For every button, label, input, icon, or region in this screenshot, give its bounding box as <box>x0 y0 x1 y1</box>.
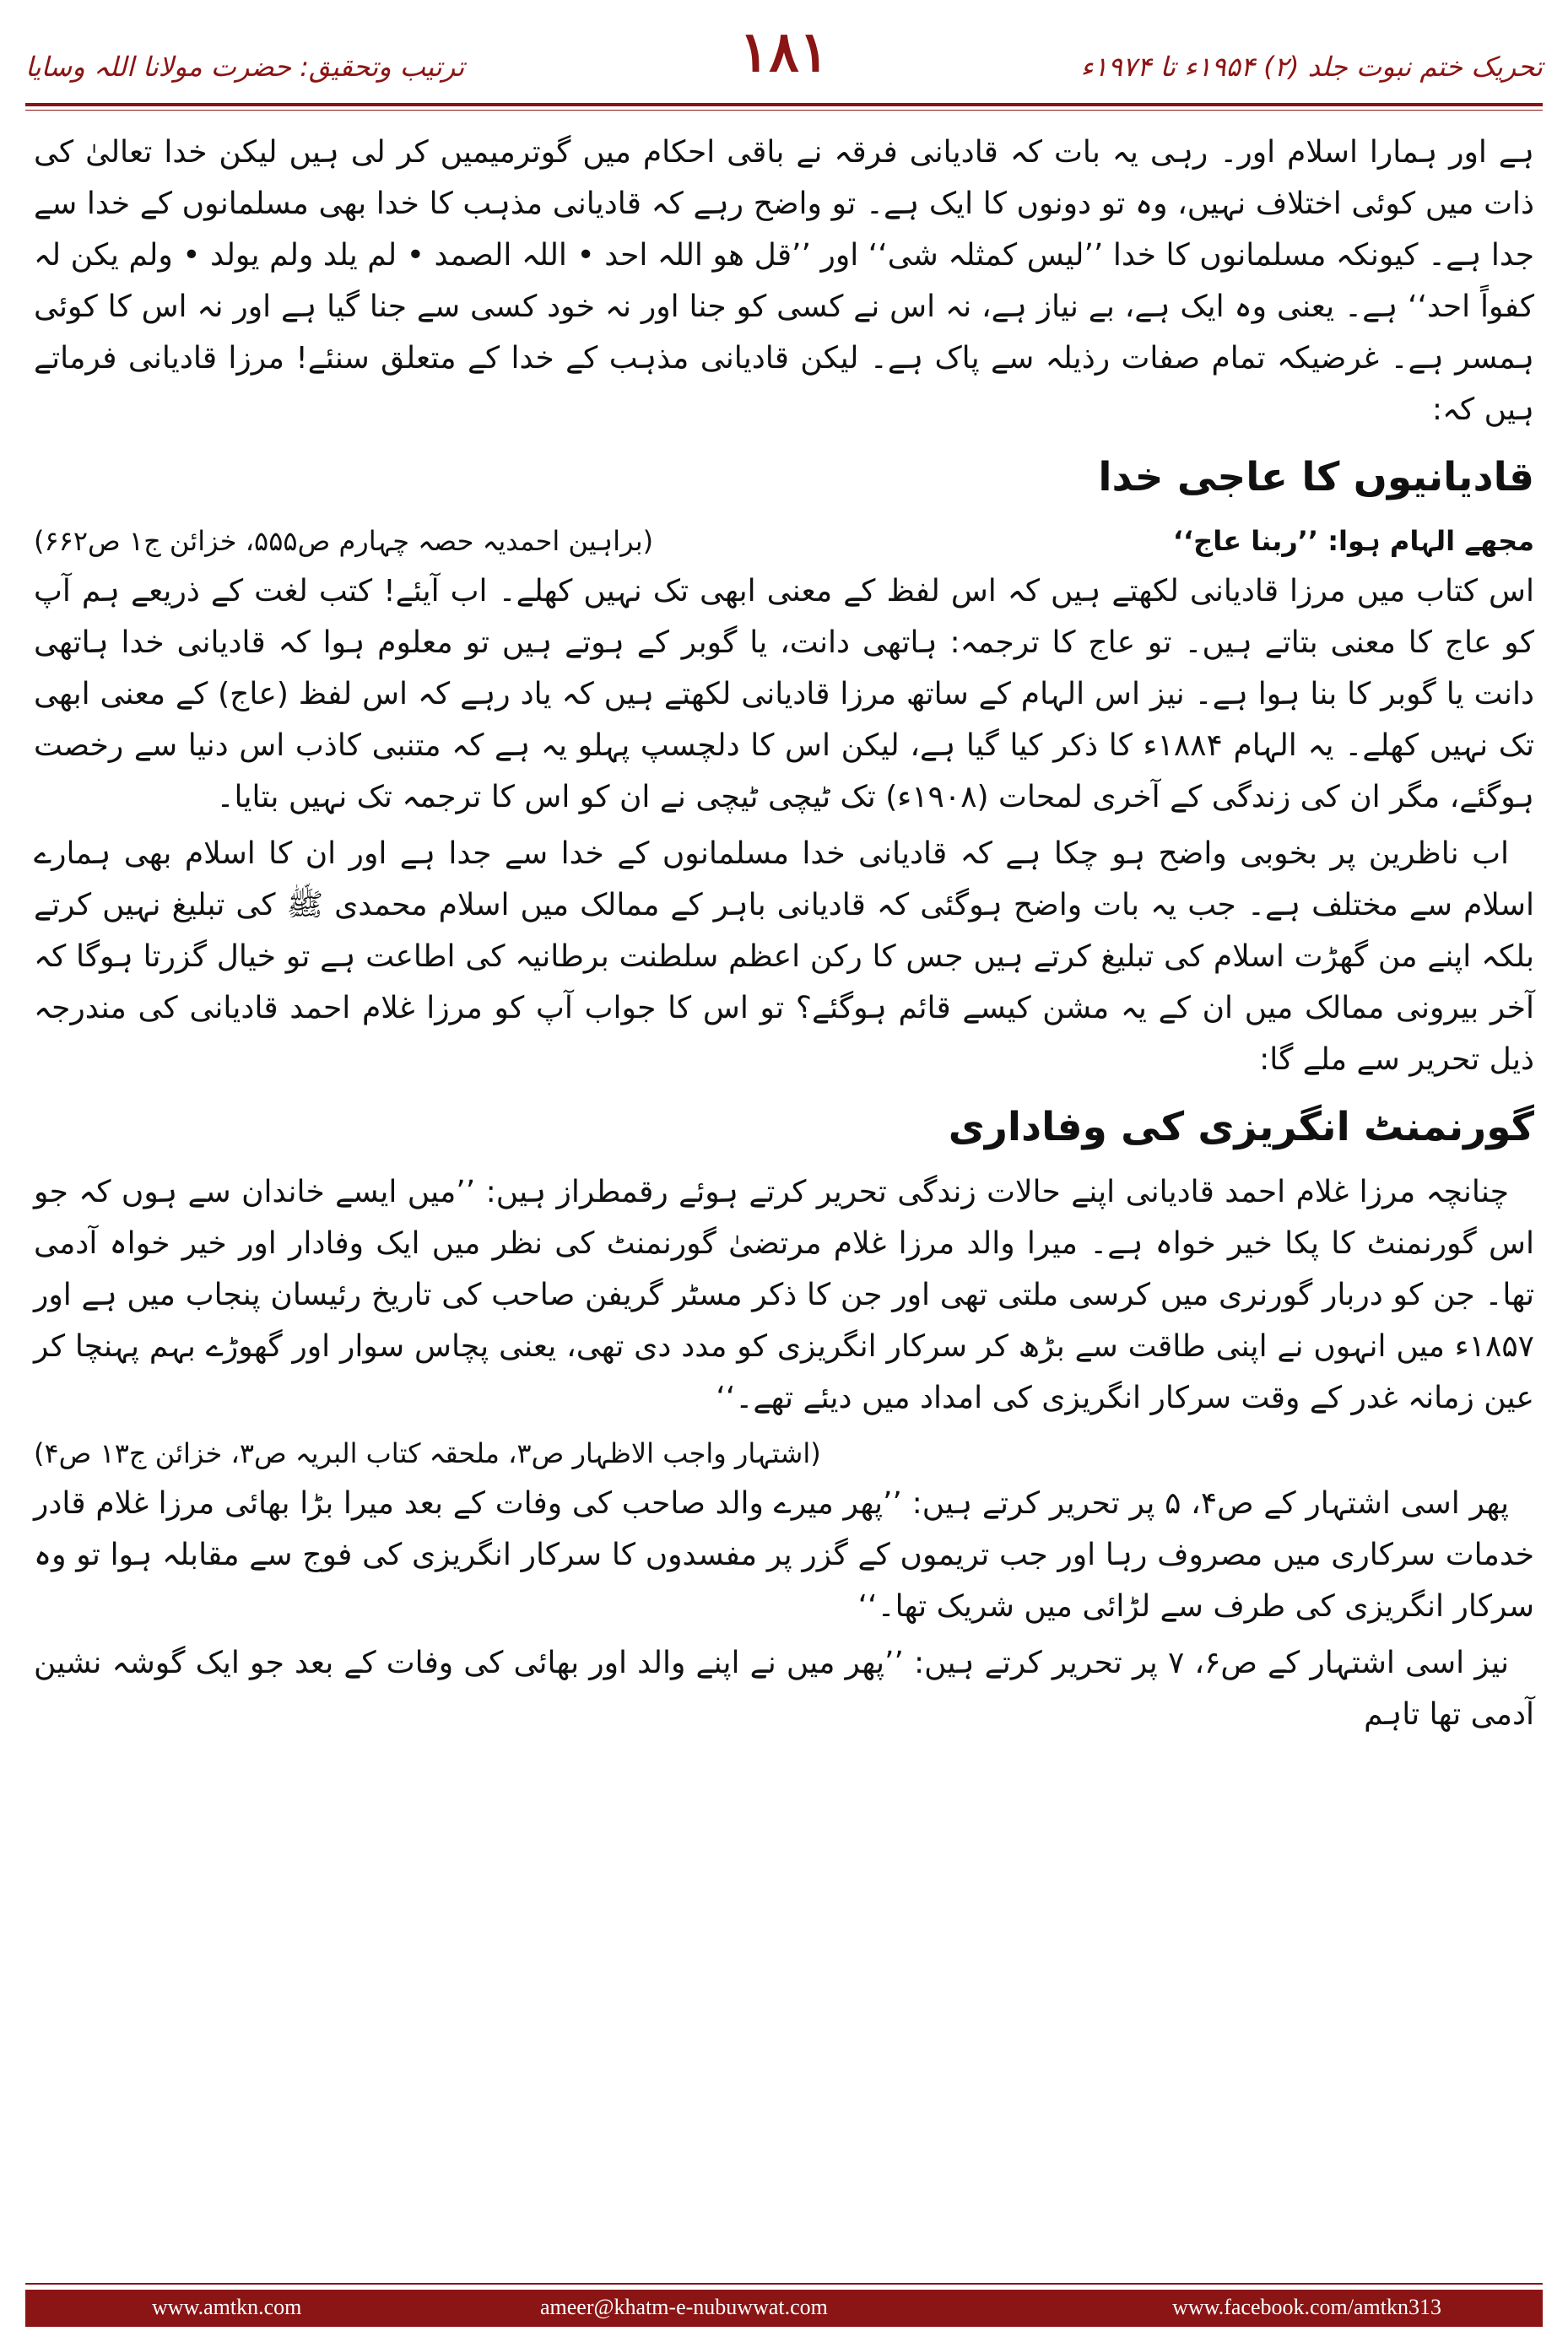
reference-1: (براہین احمدیہ حصہ چہارم ص۵۵۵، خزائن ج۱ ص۶۶۲) <box>34 525 654 557</box>
page-number: ۱۸۱ <box>738 19 830 84</box>
facebook-link[interactable]: www.facebook.com/amtkn313 <box>1172 2295 1441 2319</box>
reference-2: (اشتہار واجب الاظہار ص۳، ملحقہ کتاب البریہ ص۳، خزائن ج۱۳ ص۴) <box>34 1437 821 1469</box>
ilham-citation-row <box>34 517 1534 565</box>
header-divider-thin <box>25 110 1543 111</box>
section-heading-1: قادیانیوں کا عاجی خدا <box>1098 454 1534 500</box>
section-heading-2: گورنمنٹ انگریزی کی وفاداری <box>948 1104 1534 1150</box>
paragraph-6: نیز اسی اشتہار کے ص۶، ۷ پر تحریر کرتے ہیں: ’’پھر میں نے اپنے والد اور بھائی کی وفات کے بعد جو ایک گوشہ نشین آدمی تھا تاہم <box>34 1646 1534 1732</box>
paragraph-5: پھر اسی اشتہار کے ص۴، ۵ پر تحریر کرتے ہیں: ’’پھر میرے والد صاحب کی وفات کے بعد میرا بڑا بھائی مرزا غلام قادر خدمات سرکاری میں مصروف رہا اور جب تریموں کے گزر پر مفسدوں کا سرکار انگریزی کی فوج سے مقابلہ ہوا تو وہ سرکار انگریزی کی طرف سے لڑائی میں شریک تھا۔‘‘ <box>34 1486 1534 1624</box>
paragraph-2: اس کتاب میں مرزا قادیانی لکھتے ہیں کہ اس لفظ کے معنی ابھی تک نہیں کھلے۔ اب آیئے! کتب لغت کے ذریعے ہم آپ کو عاج کا معنی بتاتے ہیں۔ تو عاج کا ترجمہ: ہاتھی دانت، یا گوبر کے ہوتے ہیں تو معلوم ہوا کہ قادیانی خدا ہاتھی دانت یا گوبر کا بنا ہوا ہے۔ نیز اس الہام کے ساتھ مرزا قادیانی لکھتے ہیں کہ یاد رہے کہ اس لفظ (عاج) کے معنی ابھی تک نہیں کھلے۔ یہ الہام ۱۸۸۴ء کا ذکر کیا گیا ہے، لیکن اس کا دلچسپ پہلو یہ ہے کہ متنبی کاذب اس دنیا سے رخصت ہوگئے، مگر ان کی زندگی کے آخری لمحات (۱۹۰۸ء) تک ٹیچی ٹیچی نے ان کو اس کا ترجمہ تک نہیں بتایا۔ <box>34 574 1534 814</box>
footer-divider <box>25 2283 1543 2285</box>
header-divider <box>25 103 1543 106</box>
paragraph-1: ہے اور ہمارا اسلام اور۔ رہی یہ بات کہ قادیانی فرقہ نے باقی احکام میں گوترمیمیں کر لی ہیں لیکن خدا تعالیٰ کی ذات میں کوئی اختلاف نہیں، وہ تو دونوں کا ایک ہے۔ تو واضح رہے کہ قادیانی مذہب کا خدا بھی مسلمانوں کے خدا سے جدا ہے۔ کیونکہ مسلمانوں کا خدا ’’لیس کمثلہ شی‘‘ اور ’’قل ھو اللہ احد • اللہ الصمد • لم یلد ولم یولد • ولم یکن لہ کفواً احد‘‘ ہے۔ یعنی وہ ایک ہے، بے نیاز ہے، نہ اس نے کسی کو جنا اور نہ خود کسی سے جنا گیا ہے اور نہ اس کا کوئی ہمسر ہے۔ غرضیکہ تمام صفات رذیلہ سے پاک ہے۔ لیکن قادیانی مذہب کے خدا کے متعلق سنئے! مرزا قادیانی فرماتے ہیں کہ: <box>34 135 1534 427</box>
page-body <box>34 127 1534 2241</box>
compiler-credit: ترتیب وتحقیق: حضرت مولانا اللہ وسایا <box>25 51 465 83</box>
website-link[interactable]: www.amtkn.com <box>152 2295 302 2319</box>
page-footer <box>25 2290 1543 2327</box>
email-link[interactable]: ameer@khatm-e-nubuwwat.com <box>540 2295 828 2319</box>
ilham-quote: مجھے الہام ہوا: ’’ربنا عاج‘‘ <box>1172 525 1534 557</box>
book-title: تحریک ختم نبوت جلد (۲) ۱۹۵۴ء تا ۱۹۷۴ء <box>1080 51 1543 83</box>
page-header <box>25 19 1543 111</box>
paragraph-3: اب ناظرین پر بخوبی واضح ہو چکا ہے کہ قادیانی خدا مسلمانوں کے خدا سے جدا ہے اور ان کا اسلام بھی ہمارے اسلام سے مختلف ہے۔ جب یہ بات واضح ہوگئی کہ قادیانی باہر کے ممالک میں اسلام محمدی ﷺ کی تبلیغ نہیں کرتے بلکہ اپنے من گھڑت اسلام کی تبلیغ کرتے ہیں جس کا رکن اعظم سلطنت برطانیہ کی اطاعت ہے تو خیال گزرتا ہوگا کہ آخر بیرونی ممالک میں ان کے یہ مشن کیسے قائم ہوگئے؟ تو اس کا جواب آپ کو مرزا غلام احمد قادیانی کی مندرجہ ذیل تحریر سے ملے گا: <box>34 836 1534 1077</box>
paragraph-4: چنانچہ مرزا غلام احمد قادیانی اپنے حالات زندگی تحریر کرتے ہوئے رقمطراز ہیں: ’’میں ایسے خاندان سے ہوں کہ جو اس گورنمنٹ کا پکا خیر خواہ ہے۔ میرا والد مرزا غلام مرتضیٰ گورنمنٹ کی نظر میں ایک وفادار اور خیر خواہ آدمی تھا۔ جن کو دربار گورنری میں کرسی ملتی تھی اور جن کا ذکر مسٹر گریفن صاحب کی تاریخ رئیسان پنجاب میں ہے اور ۱۸۵۷ء میں انہوں نے اپنی طاقت سے بڑھ کر سرکار انگریزی کو مدد دی تھی، یعنی پچاس سوار اور گھوڑے بہم پہنچا کر عین زمانہ غدر کے وقت سرکار انگریزی کی امداد میں دیئے تھے۔‘‘ <box>34 1175 1534 1415</box>
